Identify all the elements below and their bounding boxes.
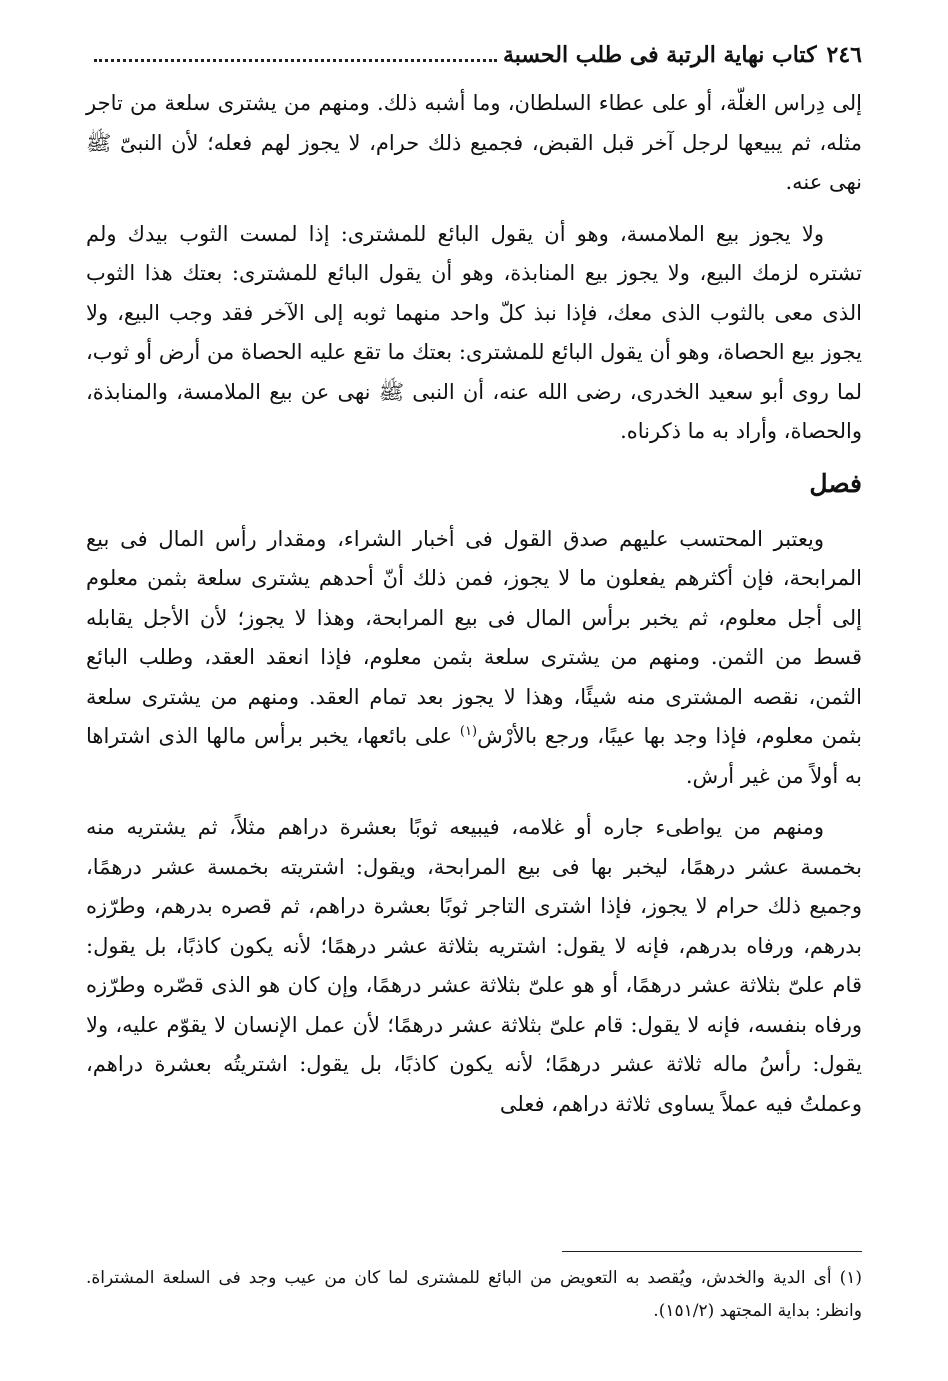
paragraph-collusion: ومنهم من يواطىء جاره أو غلامه، فيبيعه ثوبًا بعشرة دراهم مثلاً، ثم يشتريه منه بخمسة عشر درهمًا، ليخبر بها فى بيع المرابحة، ويقول: اشتريته بخمسة عشر درهمًا، وجميع ذلك حرام لا يجوز، فإذا اشترى التاجر ثوبًا بعشرة دراهم، ثم قصره بدرهم، وطرّزه بدرهم، ورفاه بدرهم، فإنه لا يقول: اشتريه بثلاثة عشر درهمًا؛ لأنه يكون كاذبًا، بل يقول: قام علىّ بثلاثة عشر درهمًا، أو هو علىّ بثلاثة عشر درهمًا، وإن كان هو الذى قصّره وطرّزه ورفاه بنفسه، فإنه لا يقول: قام علىّ بثلاثة عشر درهمًا؛ لأن عمل الإنسان لا يقوّم عليه، ولا يقول: رأسُ ماله ثلاثة عشر درهمًا؛ لأنه يكون كاذبًا، بل يقول: اشتريتُه بعشرة دراهم، وعملتُ فيه عملاً يساوى ثلاثة دراهم، فعلى <box>86 815 862 1116</box>
footnote-divider <box>562 1251 862 1252</box>
page-number: ٢٤٦ <box>826 42 862 68</box>
book-title: كتاب نهاية الرتبة فى طلب الحسبة <box>503 42 817 68</box>
footnotes <box>86 1262 862 1328</box>
running-header <box>88 42 862 78</box>
footnote-1: (١) أى الدية والخدش، ويُقصد به التعويض من البائع للمشترى لما كان من عيب وجد فى السلعة المشتراة. وانظر: بداية المجتهد (١٥١/٢). <box>86 1268 862 1321</box>
paragraph-murabaha-text-a: ويعتبر المحتسب عليهم صدق القول فى أخبار الشراء، ومقدار رأس المال فى بيع المرابحة، فإن أكثرهم يفعلون ما لا يجوز، فمن ذلك أنّ أحدهم يشترى سلعة بثمن معلوم إلى أجل معلوم، ثم يخبر برأس المال فى بيع المرابحة، وهذا لا يجوز؛ لأن الأجل يقابله قسط من الثمن. ومنهم من يشترى سلعة بثمن معلوم، فإذا انعقد العقد، وطلب البائع الثمن، نقصه المشترى منه شيئًا، وهذا لا يجوز بعد تمام العقد. ومنهم من يشترى سلعة بثمن معلوم، فإذا وجد بها عيبًا، ورجع بالأرْش <box>86 526 862 748</box>
header-dot-leader <box>94 58 497 62</box>
section-heading: فصل <box>809 468 862 498</box>
paragraph-murabaha <box>86 520 862 797</box>
footnote-marker[interactable]: (١) <box>459 724 478 739</box>
paragraph-murabaha-text-b: على بائعها، يخبر برأس مالها الذى اشتراها به أولاً من غير أرش. <box>86 724 862 788</box>
paragraph-continued: إلى دِراس الغلّة، أو على عطاء السلطان، وما أشبه ذلك. ومنهم من يشترى سلعة من تاجر مثله، ثم يبيعها لرجل آخر قبل القبض، فجميع ذلك حرام، لا يجوز لهم فعله؛ لأن النبىّ ﷺ نهى عنه. <box>86 91 862 194</box>
paragraph-mulamasa: ولا يجوز بيع الملامسة، وهو أن يقول البائع للمشترى: إذا لمست الثوب بيدك ولم تشتره لزمك البيع، ولا يجوز بيع المنابذة، وهو أن يقول البائع للمشترى: بعتك هذا الثوب الذى معى بالثوب الذى معك، فإذا نبذ كلّ واحد منهما ثوبه إلى الآخر فقد وجب البيع، ولا يجوز بيع الحصاة، وهو أن يقول البائع للمشترى: بعتك ما تقع عليه الحصاة من أرض أو ثوب، لما روى أبو سعيد الخدرى، رضى الله عنه، أن النبى ﷺ نهى عن بيع الملامسة، والمنابذة، والحصاة، وأراد به ما ذكرناه. <box>86 221 862 443</box>
main-text <box>86 84 862 1124</box>
